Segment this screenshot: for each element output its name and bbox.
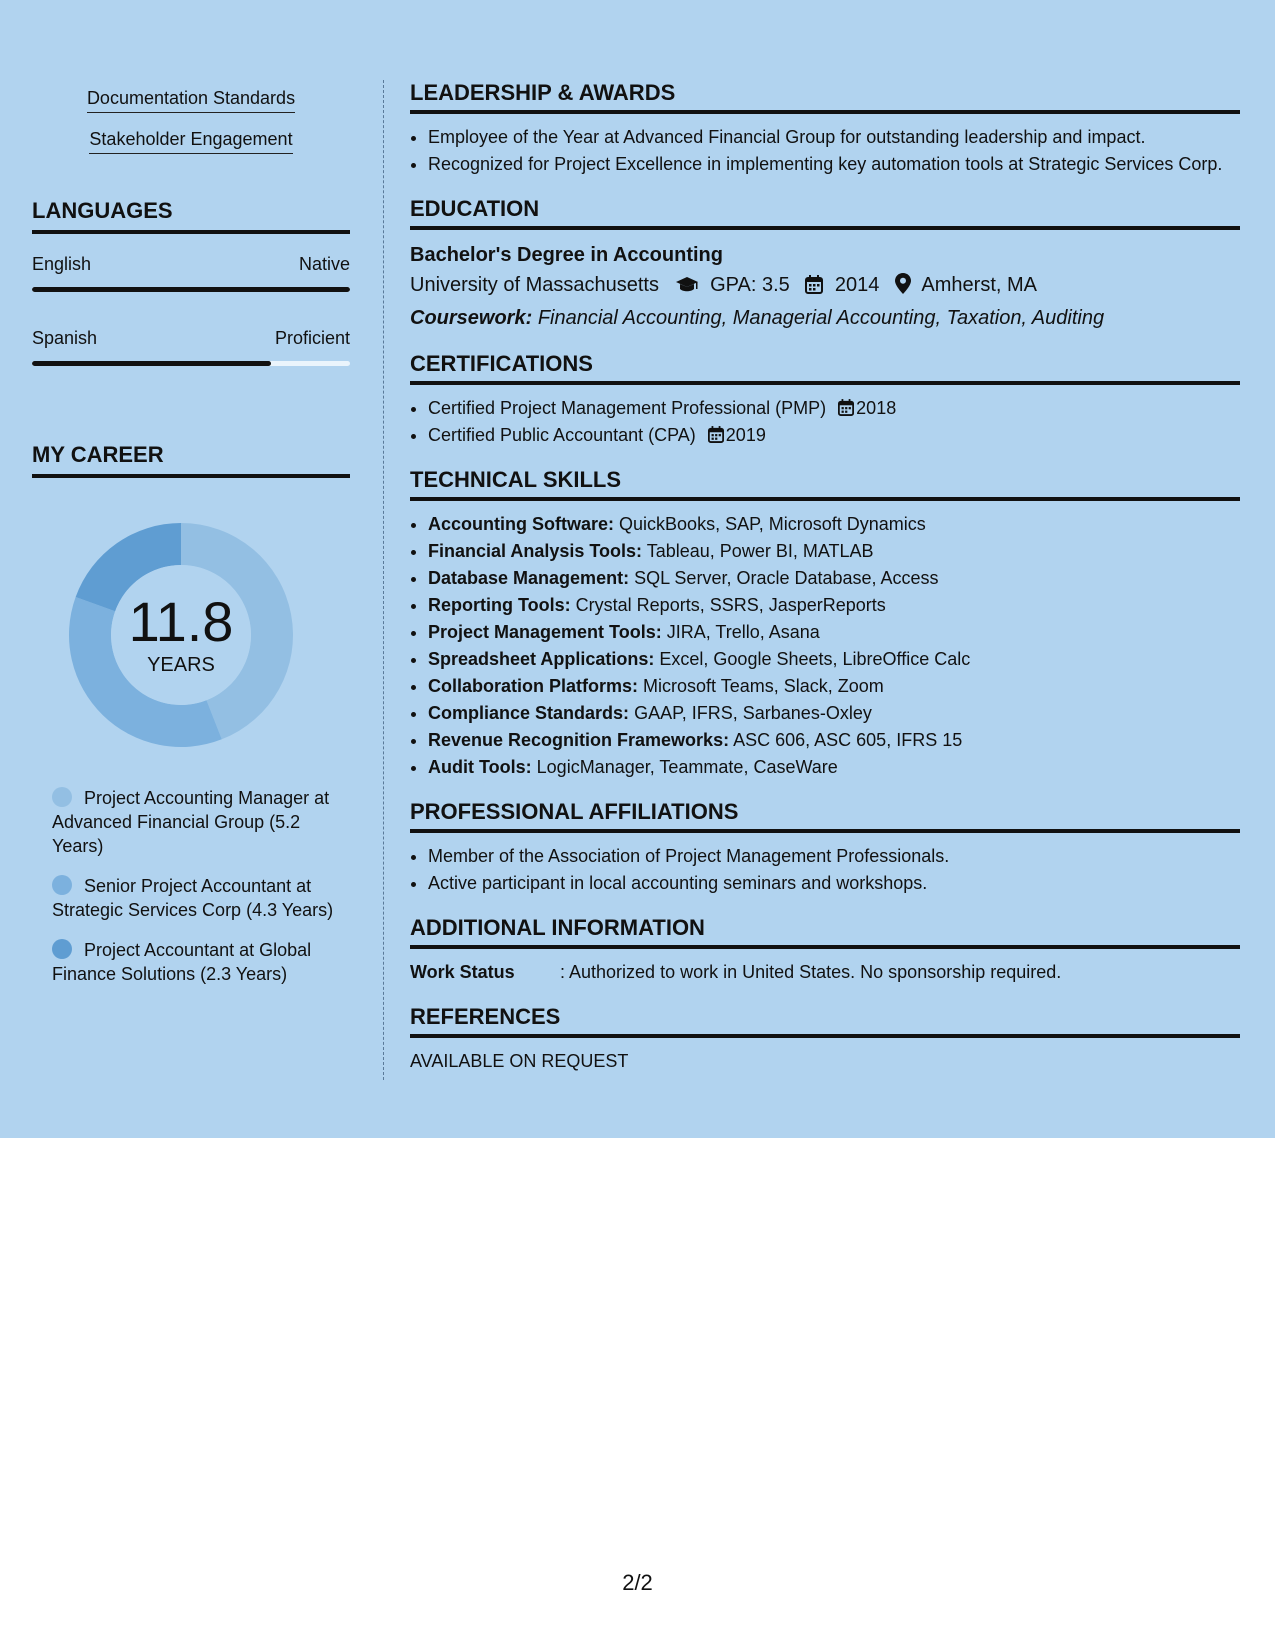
certifications-section (410, 351, 1240, 449)
list-item: • Certified Project Management Professional (PMP) 2018 (428, 395, 1240, 422)
section-heading: CERTIFICATIONS (410, 351, 1240, 385)
language-level: Proficient (274, 328, 350, 348)
education-section (410, 196, 1240, 333)
section-heading: TECHNICAL SKILLS (410, 467, 1240, 501)
section-heading: LEADERSHIP & AWARDS (410, 80, 1240, 114)
references-section (410, 1004, 1240, 1075)
list-item: • Spreadsheet Applications: Excel, Google Sheets, LibreOffice Calc (428, 646, 1240, 673)
skill-tag: Documentation Standards (32, 88, 350, 109)
language-spanish (32, 328, 350, 366)
education-details (410, 270, 1240, 303)
legend-dot (52, 939, 72, 959)
section-heading: ADDITIONAL INFORMATION (410, 915, 1240, 949)
language-bar-fill (32, 361, 271, 366)
language-level: Native (298, 254, 350, 274)
legend-dot (52, 787, 72, 807)
career-total-unit: YEARS (147, 654, 215, 676)
list-item: • Collaboration Platforms: Microsoft Teams, Slack, Zoom (428, 673, 1240, 700)
list-item: • Recognized for Project Excellence in implementing key automation tools at Strategic Services Corp. (428, 151, 1240, 178)
list-item: • Database Management: SQL Server, Oracle Database, Access (428, 565, 1240, 592)
career-item: Project Accounting Manager at Advanced Financial Group (5.2 Years) (52, 788, 330, 856)
career-item: Senior Project Accountant at Strategic Services Corp (4.3 Years) (52, 876, 334, 920)
technical-skills-section (410, 467, 1240, 781)
references-text: AVAILABLE ON REQUEST (410, 1051, 629, 1071)
graduation-year: 2014 (834, 274, 880, 296)
section-heading: PROFESSIONAL AFFILIATIONS (410, 799, 1240, 833)
language-english (32, 254, 350, 292)
list-item: • Project Management Tools: JIRA, Trello, Asana (428, 619, 1240, 646)
languages-heading: LANGUAGES (32, 198, 350, 234)
section-heading: REFERENCES (410, 1004, 1240, 1038)
language-bar-fill (32, 287, 350, 292)
affiliations-section (410, 799, 1240, 897)
column-divider (383, 80, 384, 1080)
calendar-icon (708, 426, 724, 443)
career-item: Project Accountant at Global Finance Solutions (2.3 Years) (52, 940, 312, 984)
school: University of Massachusetts (410, 274, 659, 296)
language-bar (32, 287, 350, 292)
work-status-row (410, 959, 1240, 986)
list-item: • Accounting Software: QuickBooks, SAP, Microsoft Dynamics (428, 511, 1240, 538)
work-status-value: : Authorized to work in United States. No sponsorship required. (560, 962, 1062, 982)
career-heading: MY CAREER (32, 442, 350, 478)
degree: Bachelor's Degree in Accounting (410, 244, 723, 266)
list-item: • Financial Analysis Tools: Tableau, Power BI, MATLAB (428, 538, 1240, 565)
section-heading: EDUCATION (410, 196, 1240, 230)
calendar-icon (805, 273, 823, 303)
leadership-section (410, 80, 1240, 178)
location: Amherst, MA (921, 274, 1037, 296)
list-item: • Compliance Standards: GAAP, IFRS, Sarbanes-Oxley (428, 700, 1240, 727)
list-item: • Employee of the Year at Advanced Financial Group for outstanding leadership and impact. (428, 124, 1240, 151)
sidebar (32, 80, 350, 1002)
list-item: • Member of the Association of Project Management Professionals. (428, 843, 1240, 870)
career-donut-chart (66, 520, 296, 750)
main-content (410, 80, 1240, 1093)
legend-dot (52, 875, 72, 895)
gpa: GPA: 3.5 (710, 274, 790, 296)
calendar-icon (838, 399, 854, 416)
list-item: • Reporting Tools: Crystal Reports, SSRS, JasperReports (428, 592, 1240, 619)
career-total-years: 11.8 (128, 590, 234, 653)
language-bar (32, 361, 350, 366)
list-item: • Active participant in local accounting seminars and workshops. (428, 870, 1240, 897)
coursework: Coursework: Financial Accounting, Managerial Accounting, Taxation, Auditing (410, 307, 1105, 329)
language-name: English (32, 254, 92, 274)
additional-info-section (410, 915, 1240, 986)
language-name: Spanish (32, 328, 98, 348)
list-item: • Revenue Recognition Frameworks: ASC 606, ASC 605, IFRS 15 (428, 727, 1240, 754)
list-item: • Certified Public Accountant (CPA) 2019 (428, 422, 1240, 449)
graduation-cap-icon (675, 273, 699, 303)
page-number: 2/2 (622, 1570, 653, 1595)
skill-tag: Stakeholder Engagement (32, 129, 350, 150)
location-pin-icon (895, 273, 911, 303)
list-item: • Audit Tools: LogicManager, Teammate, CaseWare (428, 754, 1240, 781)
work-status-label: Work Status (410, 962, 515, 982)
